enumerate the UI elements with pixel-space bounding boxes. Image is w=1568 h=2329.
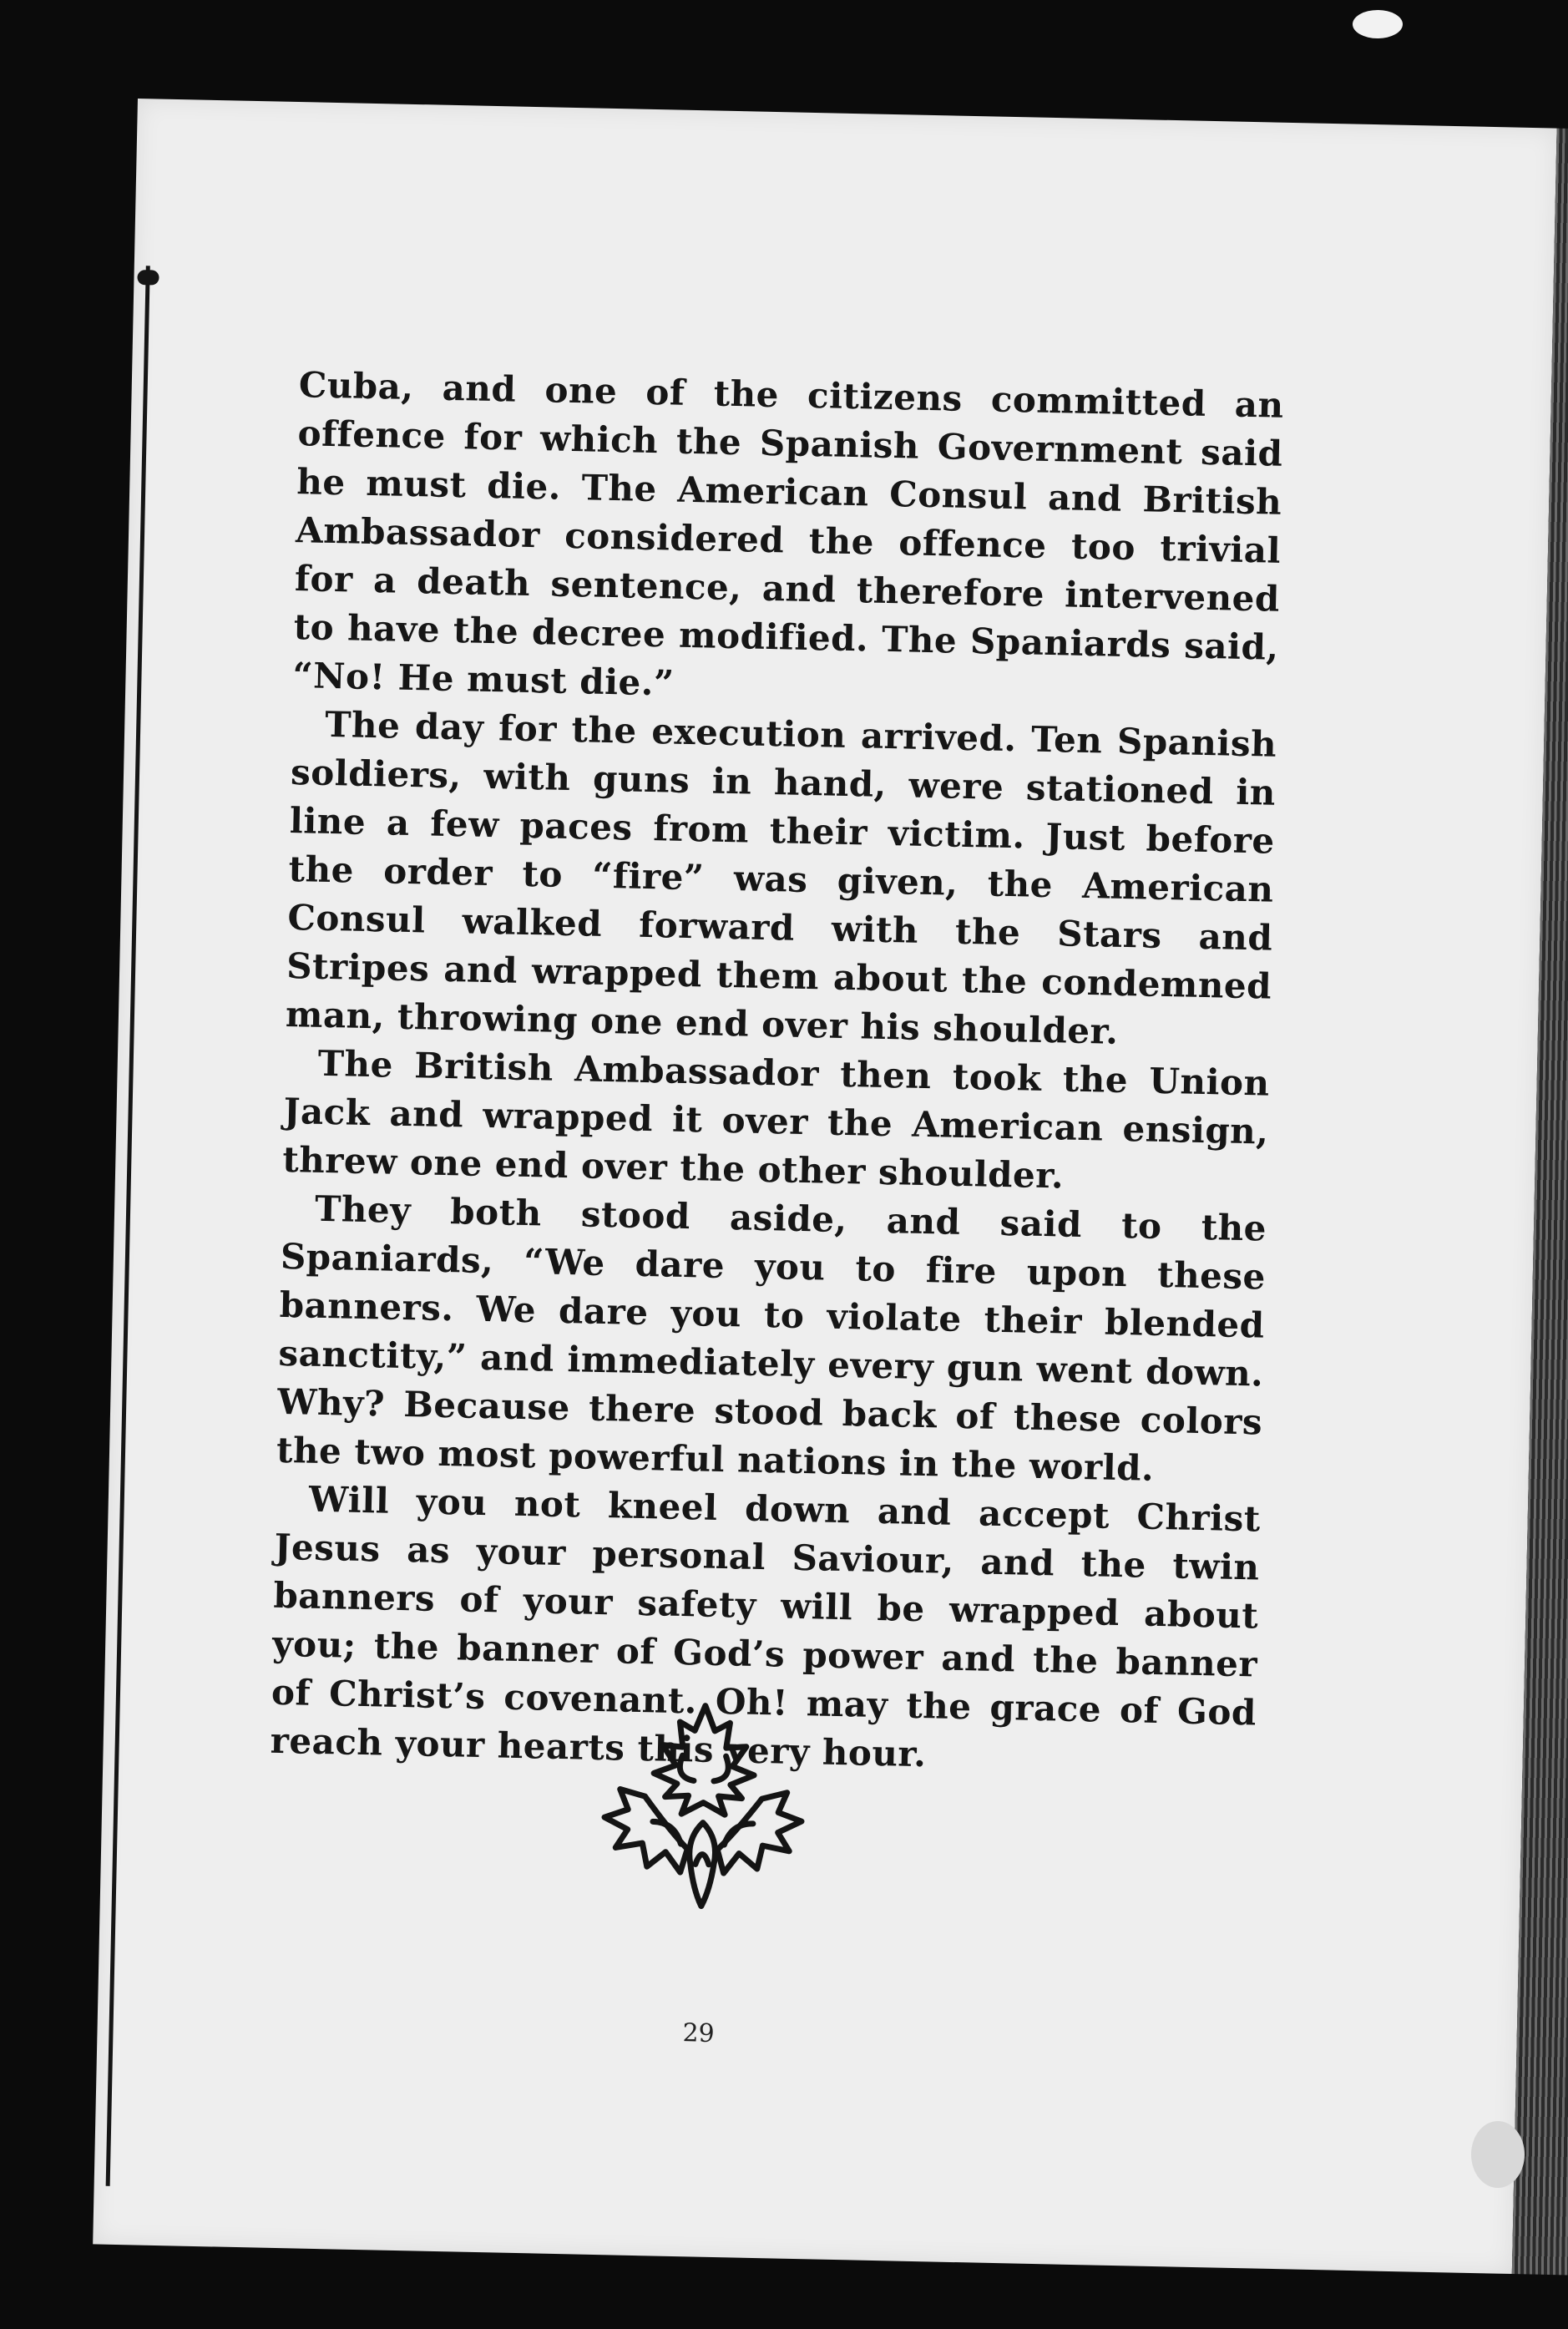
binding-tab xyxy=(137,270,159,286)
floral-ornament-icon xyxy=(593,1695,814,1916)
body-text xyxy=(270,361,1284,1785)
page-edges xyxy=(1512,129,1568,2276)
paragraph: Will you not kneel down and accept Christ Jesus as your personal Saviour, and the twin banners of your safety will be wrapped about you; the banner of God’s power and the banner of Christ’s covenant. Oh! may the grace of God reach your hearts this very hour. xyxy=(270,1478,1262,1775)
paragraph: The British Ambassador then took the Union Jack and wrapped it over the American ensign, threw one end over the other shoulder. xyxy=(281,1042,1271,1197)
corner-blemish-bottom xyxy=(1471,2121,1525,2188)
paragraph: They both stood aside, and said to the Spaniards, “We dare you to fire upon these banners. We dare you to violate their blended sanctity,” and immediately every gun went down. Why? Because there stood back of these colors the two most powerful nations in the world. xyxy=(276,1187,1267,1489)
paragraph: The day for the execution arrived. Ten Spanish soldiers, with guns in hand, were stationed in line a few paces from their victim. Just before the order to “fire” was given, the American Consul walked forward with the Stars and Stripes and wrapped them about the condemned man, throwing one end over his shoulder. xyxy=(285,703,1277,1052)
binding-gutter xyxy=(106,266,150,2186)
paragraph: Cuba, and one of the citizens committed an offence for which the Spanish Government said he must die. The American Consul and British Ambassador considered the offence too trivial for a death sentence, and therefore intervened to have the decree modified. The Spaniards said, “No! He must die.” xyxy=(292,364,1285,704)
corner-blemish-top xyxy=(1353,10,1403,38)
book-page xyxy=(93,99,1556,2274)
page-number: 29 xyxy=(682,2018,716,2048)
